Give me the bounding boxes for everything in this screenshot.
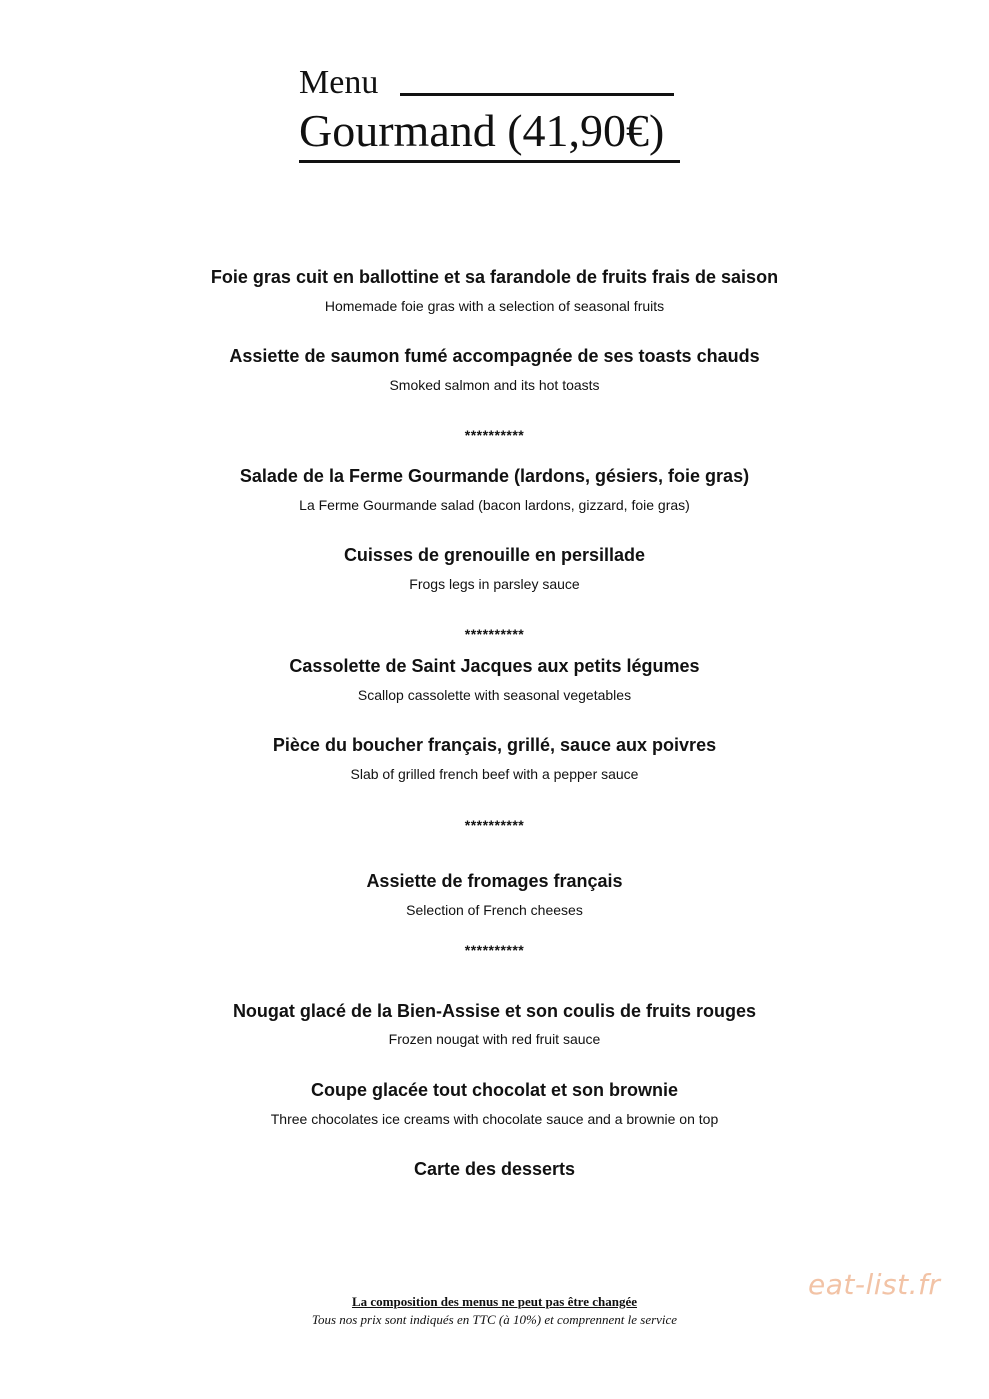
dish-name-fr: Assiette de fromages français <box>366 871 623 891</box>
dish-description-en: Scallop cassolette with seasonal vegetables <box>357 687 632 703</box>
dish-name-fr: Cuisses de grenouille en persillade <box>343 545 646 565</box>
title-underline-rule <box>400 93 674 96</box>
dish-description-en: La Ferme Gourmande salad (bacon lardons, gizzard, foie gras) <box>299 497 690 513</box>
watermark-logo: eat-list.fr <box>808 1268 941 1301</box>
dish-name-fr: Cassolette de Saint Jacques aux petits légumes <box>289 656 700 676</box>
course-separator: ********** <box>464 942 525 958</box>
course-separator: ********** <box>464 817 525 833</box>
menu-composition-note: La composition des menus ne peut pas être changée <box>351 1294 638 1309</box>
dish-name-fr: Foie gras cuit en ballottine et sa farandole de fruits frais de saison <box>210 267 779 287</box>
dish-name-fr: Assiette de saumon fumé accompagnée de ses toasts chauds <box>229 346 760 366</box>
dessert-menu-link-text: Carte des desserts <box>413 1159 576 1179</box>
dish-description-en: Selection of French cheeses <box>406 902 583 918</box>
course-separator: ********** <box>464 626 525 642</box>
price-tax-note: Tous nos prix sont indiqués en TTC (à 10%) et comprennent le service <box>311 1312 678 1327</box>
dish-description-en: Slab of grilled french beef with a pepper sauce <box>350 766 639 782</box>
dish-name-fr: Salade de la Ferme Gourmande (lardons, gésiers, foie gras) <box>239 466 750 486</box>
dish-description-en: Three chocolates ice creams with chocolate sauce and a brownie on top <box>270 1111 719 1127</box>
dish-description-en: Homemade foie gras with a selection of seasonal fruits <box>324 298 665 314</box>
title-menu-name-price: Gourmand (41,90€) <box>299 104 680 163</box>
dish-name-fr: Coupe glacée tout chocolat et son brownie <box>310 1080 679 1100</box>
dish-name-fr: Pièce du boucher français, grillé, sauce aux poivres <box>272 735 717 755</box>
course-separator: ********** <box>464 427 525 443</box>
dish-name-fr: Nougat glacé de la Bien-Assise et son coulis de fruits rouges <box>232 1001 757 1021</box>
title-menu-word: Menu <box>299 64 379 101</box>
dish-description-en: Smoked salmon and its hot toasts <box>389 377 600 393</box>
menu-title <box>299 62 689 163</box>
dish-description-en: Frozen nougat with red fruit sauce <box>388 1031 601 1047</box>
title-line-1 <box>299 62 689 102</box>
dish-description-en: Frogs legs in parsley sauce <box>409 576 580 592</box>
